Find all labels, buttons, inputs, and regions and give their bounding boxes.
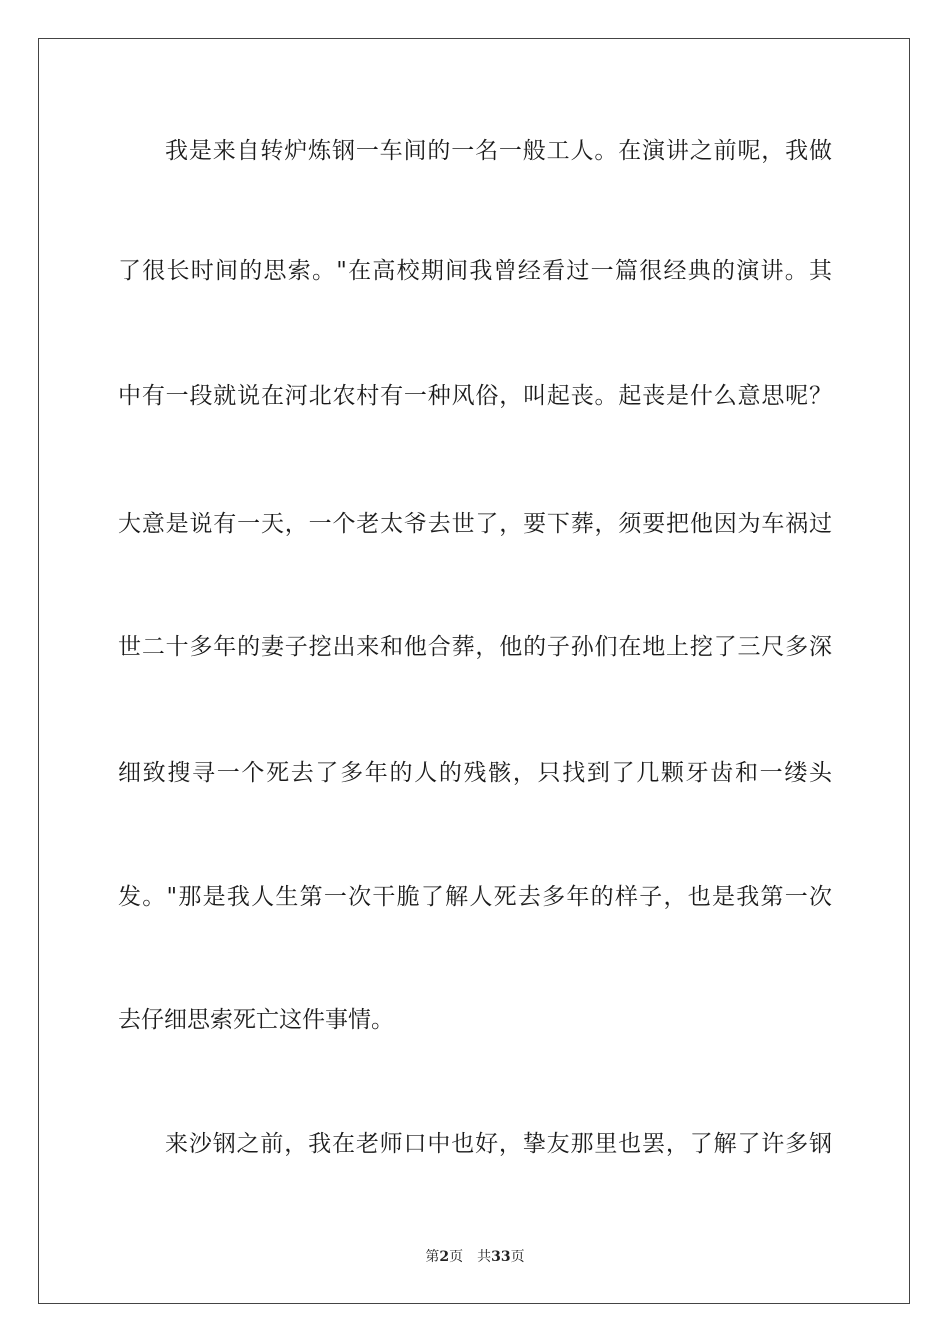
body-line-2: 了很长时间的思索。"在高校期间我曾经看过一篇很经典的演讲。其 <box>118 258 832 284</box>
body-line-9: 来沙钢之前，我在老师口中也好，挚友那里也罢，了解了许多钢 <box>165 1131 832 1157</box>
body-line-7: 发。"那是我人生第一次干脆了解人死去多年的样子，也是我第一次 <box>118 884 832 910</box>
total-prefix: 共 <box>477 1249 492 1265</box>
body-line-3: 中有一段就说在河北农村有一种风俗，叫起丧。起丧是什么意思呢？ <box>118 383 832 409</box>
body-line-1: 我是来自转炉炼钢一车间的一名一般工人。在演讲之前呢，我做 <box>165 138 832 164</box>
page-border <box>38 38 910 1304</box>
page-prefix: 第 <box>425 1249 440 1265</box>
body-line-5: 世二十多年的妻子挖出来和他合葬，他的子孙们在地上挖了三尺多深 <box>118 634 832 660</box>
body-line-6: 细致搜寻一个死去了多年的人的残骸，只找到了几颗牙齿和一缕头 <box>118 760 832 786</box>
page-suffix: 页 <box>449 1249 464 1265</box>
body-line-8: 去仔细思索死亡这件事情。 <box>118 1007 394 1033</box>
total-suffix: 页 <box>510 1249 525 1265</box>
page-footer <box>0 1247 950 1267</box>
total-pages: 33 <box>491 1249 511 1265</box>
page-number: 2 <box>439 1249 450 1265</box>
body-line-4: 大意是说有一天，一个老太爷去世了，要下葬，须要把他因为车祸过 <box>118 511 832 537</box>
